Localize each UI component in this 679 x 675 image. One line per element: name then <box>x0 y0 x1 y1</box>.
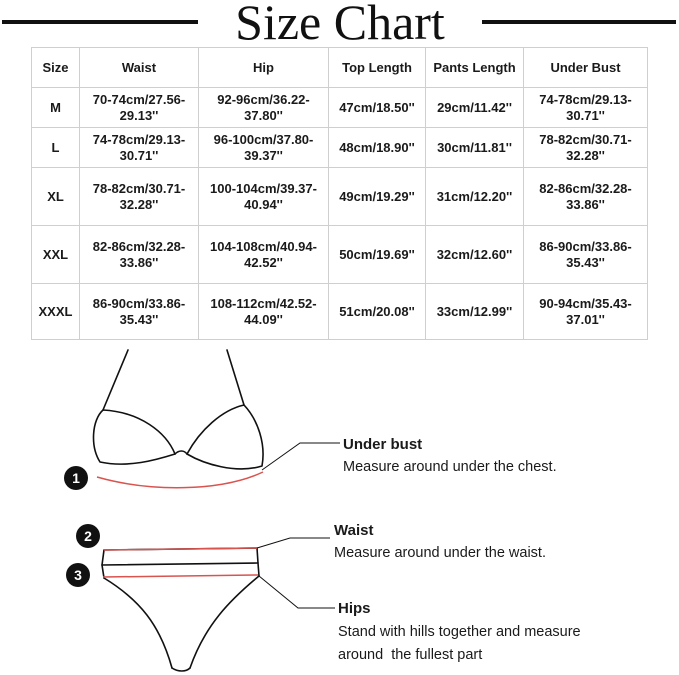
cell-top-length: 50cm/19.69'' <box>329 226 426 284</box>
cell-waist: 86-90cm/33.86-35.43'' <box>80 284 199 340</box>
under-bust-line <box>97 472 263 488</box>
table-row <box>32 88 648 128</box>
cell-hip: 100-104cm/39.37-40.94'' <box>199 168 329 226</box>
waist-title: Waist <box>334 522 374 539</box>
cell-size: L <box>32 128 80 168</box>
under-bust-title: Under bust <box>343 436 423 453</box>
bra-illustration <box>94 350 264 469</box>
title-rule-left <box>2 20 198 24</box>
under-bust-pointer <box>262 443 340 470</box>
under-bust-desc: Measure around under the chest. <box>343 459 557 475</box>
panty-illustration <box>102 548 259 671</box>
hips-title: Hips <box>338 600 371 617</box>
waist-line <box>104 548 257 550</box>
cell-hip: 108-112cm/42.52-44.09'' <box>199 284 329 340</box>
cell-under-bust: 82-86cm/32.28-33.86'' <box>524 168 648 226</box>
table-row <box>32 128 648 168</box>
cell-pants-length: 31cm/12.20'' <box>426 168 524 226</box>
svg-text:3: 3 <box>74 567 82 583</box>
size-table <box>31 47 648 340</box>
table-row <box>32 226 648 284</box>
waist-pointer <box>257 538 330 548</box>
table-header-row <box>32 48 648 88</box>
cell-waist: 70-74cm/27.56-29.13'' <box>80 88 199 128</box>
cell-hip: 96-100cm/37.80-39.37'' <box>199 128 329 168</box>
cell-size: XXXL <box>32 284 80 340</box>
cell-waist: 78-82cm/30.71-32.28'' <box>80 168 199 226</box>
badge-3 <box>66 563 90 587</box>
cell-under-bust: 86-90cm/33.86-35.43'' <box>524 226 648 284</box>
cell-under-bust: 74-78cm/29.13-30.71'' <box>524 88 648 128</box>
cell-waist: 74-78cm/29.13-30.71'' <box>80 128 199 168</box>
hip-line <box>103 575 258 577</box>
cell-top-length: 47cm/18.50'' <box>329 88 426 128</box>
header-hip: Hip <box>199 48 329 88</box>
cell-size: XXL <box>32 226 80 284</box>
cell-pants-length: 32cm/12.60'' <box>426 226 524 284</box>
cell-top-length: 49cm/19.29'' <box>329 168 426 226</box>
title-rule-right <box>482 20 676 24</box>
cell-top-length: 48cm/18.90'' <box>329 128 426 168</box>
cell-under-bust: 90-94cm/35.43-37.01'' <box>524 284 648 340</box>
header-size: Size <box>32 48 80 88</box>
measurement-diagram <box>0 340 679 675</box>
cell-pants-length: 33cm/12.99'' <box>426 284 524 340</box>
cell-hip: 92-96cm/36.22-37.80'' <box>199 88 329 128</box>
table-row <box>32 168 648 226</box>
cell-size: XL <box>32 168 80 226</box>
cell-size: M <box>32 88 80 128</box>
hips-desc-line-1: Stand with hills together and measure <box>338 624 581 640</box>
cell-under-bust: 78-82cm/30.71-32.28'' <box>524 128 648 168</box>
hip-pointer <box>259 576 335 608</box>
badge-2 <box>76 524 100 548</box>
cell-pants-length: 29cm/11.42'' <box>426 88 524 128</box>
title-bar <box>0 0 679 48</box>
header-top-length: Top Length <box>329 48 426 88</box>
cell-waist: 82-86cm/32.28-33.86'' <box>80 226 199 284</box>
header-waist: Waist <box>80 48 199 88</box>
page-title: Size Chart <box>235 0 445 50</box>
svg-text:2: 2 <box>84 528 92 544</box>
cell-hip: 104-108cm/40.94-42.52'' <box>199 226 329 284</box>
badge-1 <box>64 466 88 490</box>
header-pants-length: Pants Length <box>426 48 524 88</box>
svg-text:1: 1 <box>72 470 80 486</box>
cell-top-length: 51cm/20.08'' <box>329 284 426 340</box>
waist-desc: Measure around under the waist. <box>334 545 546 561</box>
cell-pants-length: 30cm/11.81'' <box>426 128 524 168</box>
hips-desc-line-2: around the fullest part <box>338 647 483 663</box>
table-row <box>32 284 648 340</box>
header-under-bust: Under Bust <box>524 48 648 88</box>
